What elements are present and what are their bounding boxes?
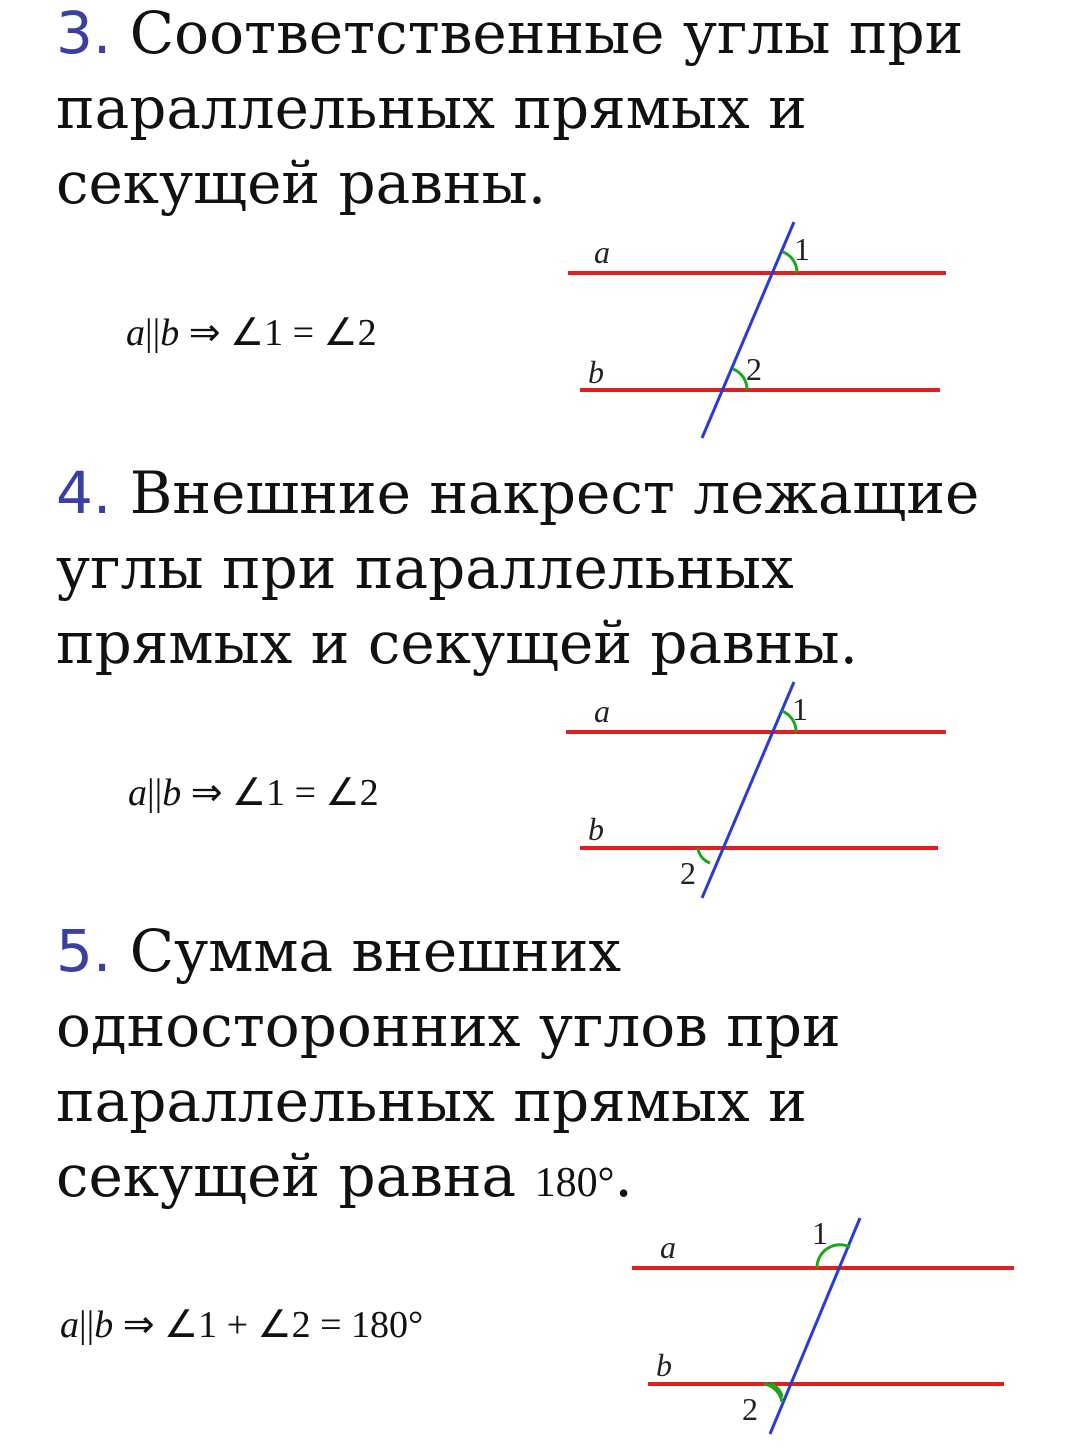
section-4-heading (56, 456, 979, 681)
section-5-diagram (628, 1212, 1028, 1442)
formula-parallel: || (145, 312, 161, 354)
section-3-heading (56, 0, 963, 221)
formula-rest: ⇒ ∠1 = ∠2 (179, 312, 377, 354)
section-4-diagram (560, 678, 960, 908)
formula-a: a (128, 772, 147, 814)
formula-rest: ⇒ ∠1 = ∠2 (181, 772, 379, 814)
angle-2-arc (733, 369, 747, 390)
section-title: Сумма внешних односторонних углов при параллельных прямых и секущей равна (56, 917, 841, 1210)
angle-1-label: 1 (792, 691, 808, 727)
formula-rest: ⇒ ∠1 + ∠2 = 180° (113, 1304, 424, 1346)
line-b-label: b (656, 1347, 672, 1383)
section-title: Внешние накрест лежащие углы при параллельных прямых и секущей равны. (56, 459, 980, 677)
line-a-label: a (594, 693, 610, 729)
transversal-line (702, 682, 794, 898)
title-degree: 180° (534, 1160, 615, 1206)
line-a-label: a (594, 234, 610, 270)
section-title: Соответственные углы при параллельных прямых и секущей равны. (56, 0, 964, 217)
angle-1-label: 1 (794, 231, 810, 267)
section-3-diagram (560, 218, 960, 448)
section-4-formula (128, 770, 379, 815)
title-end: . (614, 1142, 633, 1210)
section-number: 5. (56, 917, 112, 985)
transversal-line (702, 222, 794, 438)
section-3-formula (126, 310, 377, 355)
formula-b: b (94, 1304, 114, 1346)
angle-2-label: 2 (742, 1391, 758, 1427)
angle-1-label: 1 (812, 1215, 828, 1251)
formula-a: a (126, 312, 145, 354)
formula-a: a (60, 1304, 79, 1346)
formula-b: b (162, 772, 182, 814)
formula-parallel: || (147, 772, 163, 814)
formula-parallel: || (79, 1304, 95, 1346)
section-5-heading (56, 914, 841, 1221)
line-b-label: b (588, 354, 604, 390)
line-b-label: b (588, 811, 604, 847)
section-number: 4. (56, 459, 112, 527)
angle-2-label: 2 (746, 351, 762, 387)
section-5-formula (60, 1302, 423, 1347)
angle-2-arc (698, 848, 710, 863)
section-number: 3. (56, 0, 112, 67)
formula-b: b (160, 312, 180, 354)
angle-2-label: 2 (680, 855, 696, 891)
line-a-label: a (660, 1229, 676, 1265)
